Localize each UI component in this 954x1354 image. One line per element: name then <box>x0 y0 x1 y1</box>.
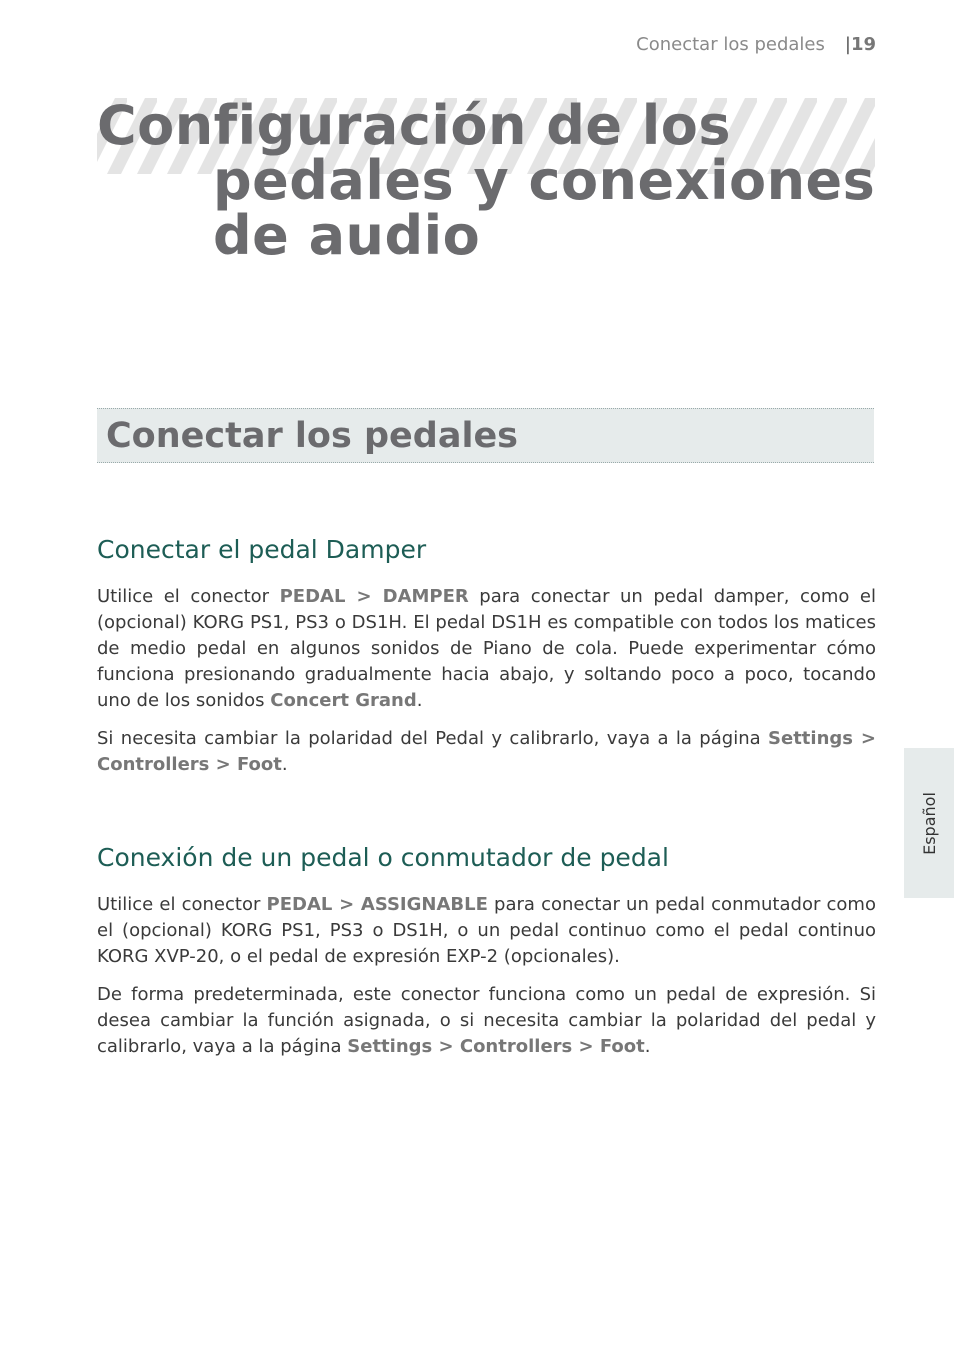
ui-label-pedal-damper: PEDAL > DAMPER <box>279 586 469 607</box>
section-title: Conectar los pedales <box>106 416 519 456</box>
text-run: para conectar un pedal damper, como el (opcional) KORG PS1, PS3 o DS1H. El pedal DS1H es compatible con todos los matices de medio pedal en algunos sonidos de Piano de cola. Puede experimentar cómo funciona presionando gradualmente hacia abajo, y soltando poco a poco, tocando uno de los sonidos <box>97 586 876 711</box>
text-run: Utilice el conector <box>97 586 280 607</box>
paragraph-assignable-1 <box>97 892 876 970</box>
header-separator: | <box>844 34 851 55</box>
ui-label-settings-path: Settings > Controllers > Foot <box>347 1036 645 1057</box>
text-run: . <box>644 1036 651 1057</box>
chapter-title-line-2: pedales y conexiones <box>213 149 876 212</box>
header-section-title: Conectar los pedales <box>636 34 825 55</box>
language-side-tab <box>904 748 954 898</box>
language-label: Español <box>919 791 939 855</box>
text-run: Utilice el conector <box>97 894 267 915</box>
section-heading-band <box>97 408 874 463</box>
subsection-title-damper: Conectar el pedal Damper <box>97 535 427 564</box>
chapter-title-line-1: Configuración de los <box>97 94 732 157</box>
chapter-title <box>97 94 876 267</box>
text-run: De forma predeterminada, este conector funciona como un pedal de expresión. Si desea cambiar la función asignada, o si necesita cambiar la polaridad del pedal y calibrarlo, vaya a la página <box>97 984 876 1057</box>
paragraph-damper-2 <box>97 726 876 778</box>
paragraph-assignable-2 <box>97 982 876 1060</box>
text-run: . <box>281 754 288 775</box>
running-header <box>636 34 876 55</box>
ui-label-concert-grand: Concert Grand <box>270 690 417 711</box>
ui-label-pedal-assignable: PEDAL > ASSIGNABLE <box>266 894 488 915</box>
subsection-damper <box>97 534 876 790</box>
page-number: 19 <box>850 34 876 55</box>
text-run: Si necesita cambiar la polaridad del Pedal y calibrarlo, vaya a la página <box>97 728 769 749</box>
chapter-title-line-3: de audio <box>213 204 481 267</box>
text-run: para conectar un pedal conmutador como el (opcional) KORG PS1, PS3 o DS1H, o un pedal continuo como el pedal continuo KORG XVP-20, o el pedal de expresión EXP-2 (opcionales). <box>97 894 876 967</box>
ui-label-settings-path: Settings > Controllers > Foot <box>97 728 876 775</box>
subsection-title-assignable: Conexión de un pedal o conmutador de pedal <box>97 843 669 872</box>
paragraph-damper-1 <box>97 584 876 714</box>
subsection-assignable <box>97 842 876 1072</box>
text-run: . <box>416 690 423 711</box>
